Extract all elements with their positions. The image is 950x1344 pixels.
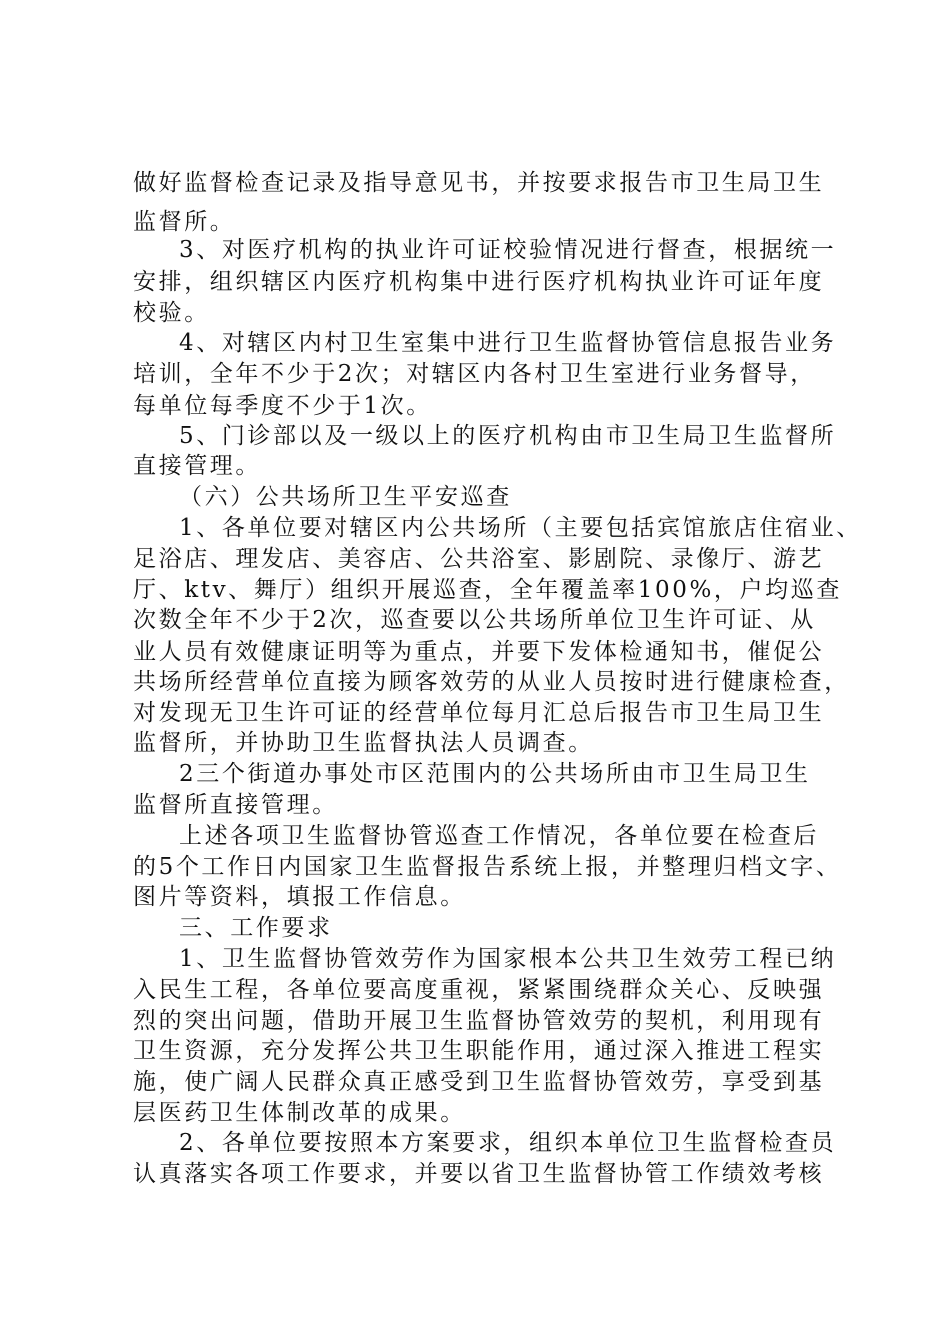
text-line: 次数全年不少于2次，巡查要以公共场所单位卫生许可证、从 <box>133 607 816 633</box>
text-line: 上述各项卫生监督协管巡查工作情况，各单位要在检查后 <box>179 823 819 849</box>
text-line: 校验。 <box>133 300 210 326</box>
text-line: 安排，组织辖区内医疗机构集中进行医疗机构执业许可证年度 <box>133 269 825 295</box>
text-line: 烈的突出问题，借助开展卫生监督协管效劳的契机，利用现有 <box>133 1008 825 1034</box>
text-line: 4、对辖区内村卫生室集中进行卫生监督协管信息报告业务 <box>179 330 837 356</box>
section-heading: （六）公共场所卫生平安巡查 <box>179 484 512 510</box>
text-line: 3、对医疗机构的执业许可证校验情况进行督查，根据统一 <box>179 237 837 263</box>
text-line: 监督所。 <box>133 209 236 235</box>
text-line: 每单位每季度不少于1次。 <box>133 393 432 419</box>
text-line: 入民生工程，各单位要高度重视，紧紧围绕群众关心、反映强 <box>133 977 825 1003</box>
text-line: 认真落实各项工作要求，并要以省卫生监督协管工作绩效考核 <box>133 1161 825 1187</box>
text-line: 层医药卫生体制改革的成果。 <box>133 1100 466 1126</box>
text-line: 5、门诊部以及一级以上的医疗机构由市卫生局卫生监督所 <box>179 423 837 449</box>
text-line: 直接管理。 <box>133 453 261 479</box>
text-line: 对发现无卫生许可证的经营单位每月汇总后报告市卫生局卫生 <box>133 700 825 726</box>
text-line: 2、各单位要按照本方案要求，组织本单位卫生监督检查员 <box>179 1130 837 1156</box>
text-line: 监督所，并协助卫生监督执法人员调查。 <box>133 730 594 756</box>
text-line: 1、卫生监督协管效劳作为国家根本公共卫生效劳工程已纳 <box>179 946 837 972</box>
text-line: 2三个街道办事处市区范围内的公共场所由市卫生局卫生 <box>179 761 811 787</box>
text-line: 业人员有效健康证明等为重点，并要下发体检通知书，催促公 <box>133 639 825 665</box>
text-line: 共场所经营单位直接为顾客效劳的从业人员按时进行健康检查， <box>133 669 850 695</box>
text-line: 足浴店、理发店、美容店、公共浴室、影剧院、录像厅、游艺 <box>133 546 825 572</box>
text-line: 施，使广阔人民群众真正感受到卫生监督协管效劳，享受到基 <box>133 1069 825 1095</box>
text-line: 图片等资料，填报工作信息。 <box>133 884 466 910</box>
text-line: 厅、ktv、舞厅）组织开展巡查，全年覆盖率100%，户均巡查 <box>133 577 842 603</box>
text-line: 的5个工作日内国家卫生监督报告系统上报，并整理归档文字、 <box>133 854 842 880</box>
text-line: 1、各单位要对辖区内公共场所（主要包括宾馆旅店住宿业、 <box>179 515 862 541</box>
text-line: 监督所直接管理。 <box>133 792 338 818</box>
text-line: 培训，全年不少于2次；对辖区内各村卫生室进行业务督导， <box>133 361 816 387</box>
text-line: 做好监督检查记录及指导意见书，并按要求报告市卫生局卫生 <box>133 170 825 196</box>
text-line: 卫生资源，充分发挥公共卫生职能作用，通过深入推进工程实 <box>133 1038 825 1064</box>
section-heading: 三、工作要求 <box>179 915 333 941</box>
